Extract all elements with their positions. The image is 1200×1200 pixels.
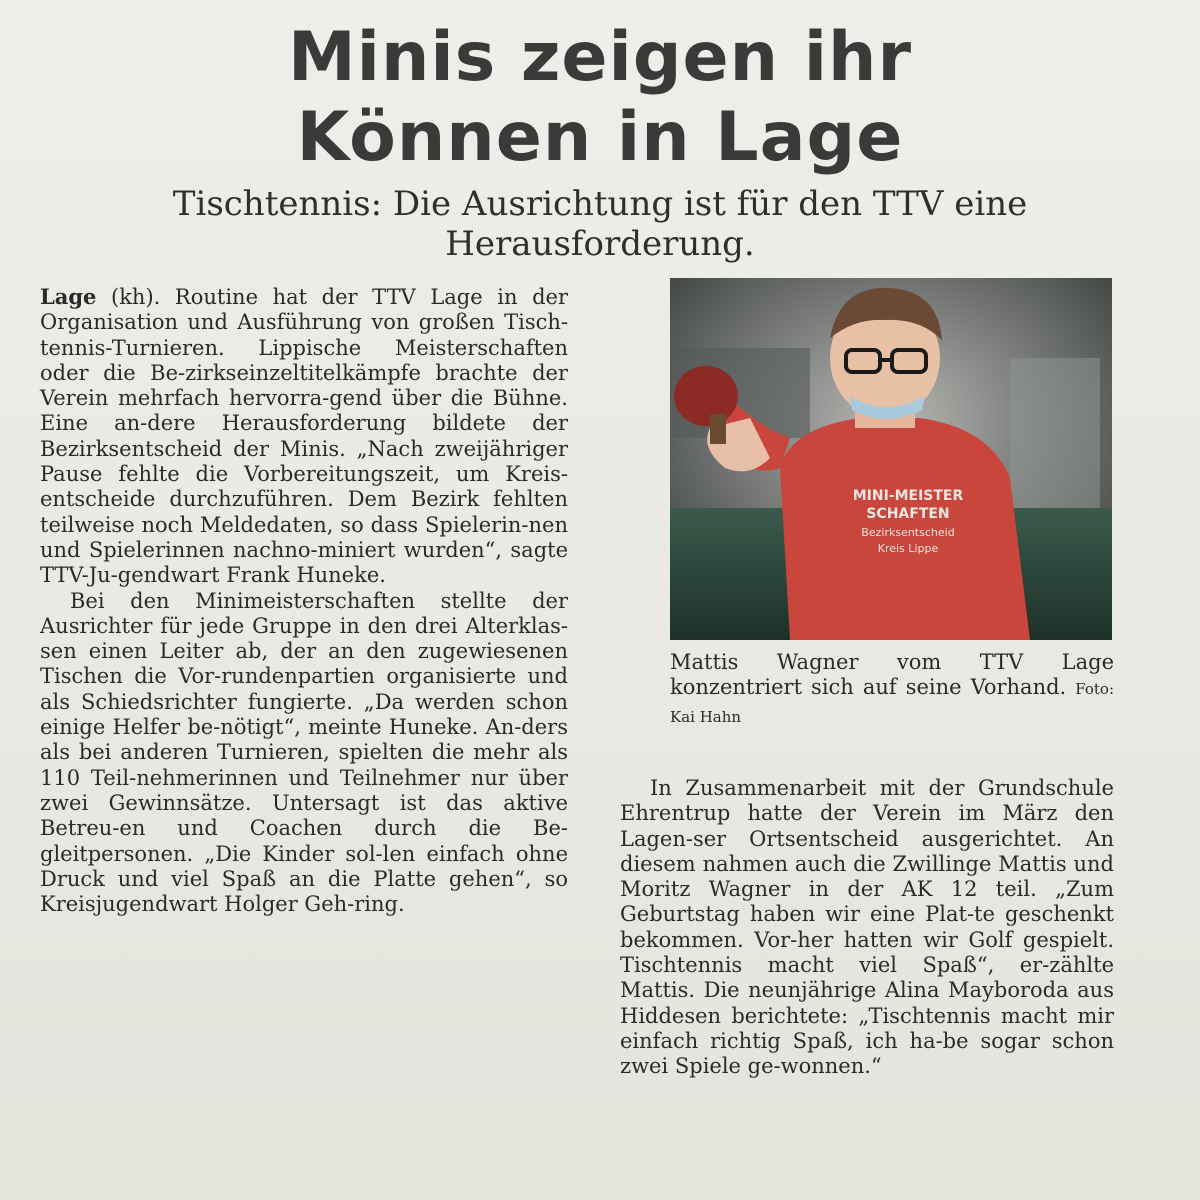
paragraph-1-text: (kh). Routine hat der TTV Lage in der Organisation und Ausführung von großen Tisch-tennis-Turnieren. Lippische Meisterschaften oder die Be-zirkseinzeltitelkämpfe brachte der Verein mehrfach hervorra-gend über die Bühne. Eine an-dere Herausforderung bildete der Bezirksentscheid der Minis. „Nach zweijähriger Pause fehlte die Vorbereitungszeit, um Kreis-entscheide durchzuführen. Dem Bezirk fehlten teilweise noch Meldedaten, so dass Spielerin-nen und Spielerinnen nachno-miniert wurden“, sagte TTV-Ju-gendwart Frank Huneke. [40, 285, 568, 588]
paragraph-3: In Zusammenarbeit mit der Grundschule Ehrentrup hatte der Verein im März den Lagen-ser Ortsentscheid ausgerichtet. An diesem nahmen auch die Zwillinge Mattis und Moritz Wagner in der AK 12 teil. „Zum Geburtstag haben wir eine Plat-te geschenkt bekommen. Vor-her hatten wir Golf gespielt. Tischtennis macht viel Spaß“, er-zählte Mattis. Die neunjährige Alina Mayboroda aus Hiddesen berichtete: „Tischtennis macht mir einfach richtig Spaß, ich ha-be sogar schon zwei Spiele ge-wonnen.“ [620, 776, 1114, 1079]
subheadline-text: Tischtennis: Die Ausrichtung ist für den TTV eine Herausforderung. [172, 184, 1028, 264]
headline-text: Minis zeigen ihr Können in Lage [288, 18, 912, 177]
subheadline [0, 184, 1200, 264]
article-column-right [620, 776, 1114, 1080]
photo-credit: Foto: Kai Hahn [670, 680, 1114, 726]
shirt-print-1: MINI-MEISTER [852, 488, 964, 504]
photo-caption [670, 650, 1114, 730]
caption-text: Mattis Wagner vom TTV Lage konzentriert sich auf seine Vorhand. [670, 650, 1114, 700]
headline [0, 18, 1200, 178]
shirt-print-2: SCHAFTEN [866, 506, 950, 522]
article-column-left [40, 284, 568, 917]
shirt-print-3: Bezirksentscheid [861, 526, 955, 539]
paragraph-1 [40, 284, 568, 589]
paragraph-2: Bei den Minimeisterschaften stellte der Ausrichter für jede Gruppe in den drei Alterklas-sen einen Leiter ab, der an den zugewiesenen Tischen die Vor-rundenpartien organisierte und als Schiedsrichter fungierte. „Da werden schon einige Helfer be-nötigt“, meinte Huneke. An-ders als bei anderen Turnieren, spielten die mehr als 110 Teil-nehmerinnen und Teilnehmer nur über zwei Gewinnsätze. Untersagt ist das aktive Betreu-en und Coachen durch die Be-gleitpersonen. „Die Kinder sol-len einfach ohne Druck und viel Spaß an die Platte gehen“, so Kreisjugendwart Holger Geh-ring. [40, 588, 568, 917]
dateline: Lage [40, 284, 97, 309]
shirt-print-4: Kreis Lippe [877, 542, 939, 555]
article-photo [670, 278, 1112, 640]
photo-table-tennis-player [670, 278, 1112, 640]
